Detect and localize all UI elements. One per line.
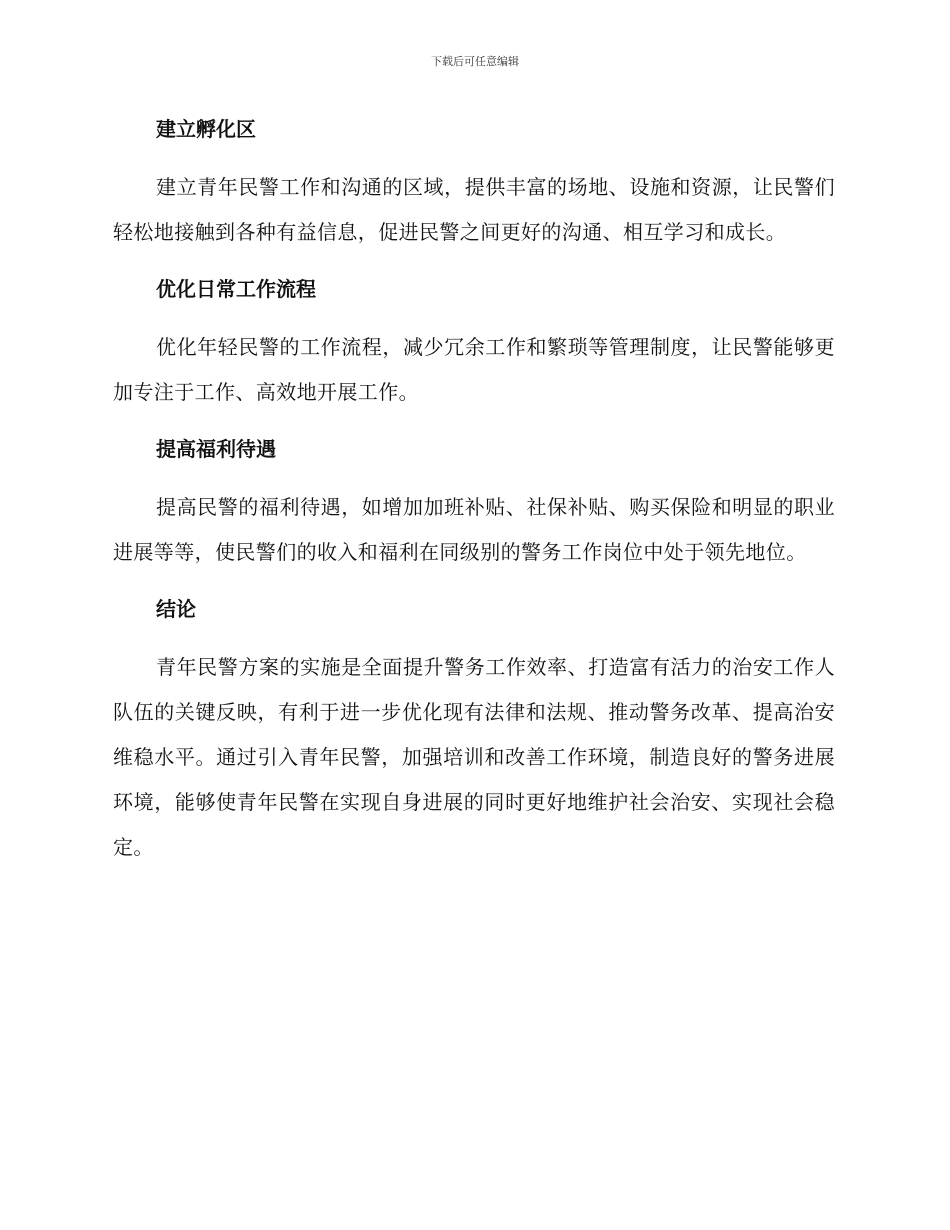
section-paragraph-conclusion: 青年民警方案的实施是全面提升警务工作效率、打造富有活力的治安工作人队伍的关键反映，有利于进一步优化现有法律和法规、推动警务改革、提高治安维稳水平。通过引入青年民警，加强培训和改善工作环境，制造良好的警务进展环境，能够使青年民警在实现自身进展的同时更好地维护社会治安、实现社会稳定。 — [113, 655, 835, 859]
section-paragraph-workflow: 优化年轻民警的工作流程，减少冗余工作和繁琐等管理制度，让民警能够更加专注于工作、高效地开展工作。 — [113, 335, 835, 404]
page-header-note: 下载后可任意编辑 — [431, 55, 519, 68]
section-heading-welfare: 提高福利待遇 — [156, 437, 276, 461]
section-paragraph-incubation: 建立青年民警工作和沟通的区域，提供丰富的场地、设施和资源，让民警们轻松地接触到各种有益信息，促进民警之间更好的沟通、相互学习和成长。 — [113, 175, 835, 244]
section-heading-conclusion: 结论 — [156, 597, 196, 621]
document-body — [113, 109, 835, 870]
section-heading-workflow: 优化日常工作流程 — [156, 277, 316, 301]
section-paragraph-welfare: 提高民警的福利待遇，如增加加班补贴、社保补贴、购买保险和明显的职业进展等等，使民警们的收入和福利在同级别的警务工作岗位中处于领先地位。 — [113, 495, 835, 564]
section-heading-incubation: 建立孵化区 — [156, 117, 256, 141]
